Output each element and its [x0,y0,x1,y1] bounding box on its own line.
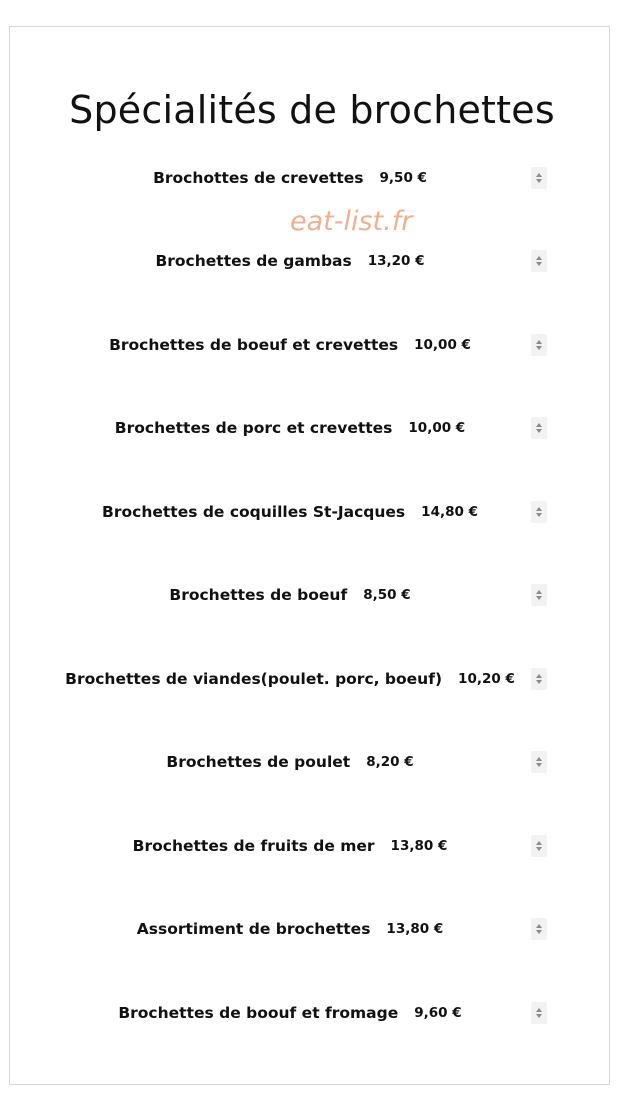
menu-item-price: 10,00 € [414,337,471,353]
menu-item-price: 13,80 € [390,838,448,854]
menu-item-name: Brochettes de boeuf [169,586,348,604]
arrow-down-icon[interactable] [536,847,542,851]
quantity-stepper[interactable] [531,584,547,606]
menu-item-price: 8,50 € [363,587,411,603]
arrow-up-icon[interactable] [536,340,542,344]
quantity-stepper[interactable] [531,167,547,189]
menu-item-name: Brochettes de viandes(poulet. porc, boeuf) [65,670,443,688]
quantity-stepper[interactable] [531,250,547,272]
arrow-down-icon[interactable] [536,346,542,350]
quantity-stepper[interactable] [531,1002,547,1024]
menu-item-name: Brochettes de gambas [155,252,352,270]
menu-item-price: 13,20 € [367,253,425,269]
menu-item [60,249,520,273]
arrow-down-icon[interactable] [536,596,542,600]
arrow-down-icon[interactable] [536,763,542,767]
menu-item-name: Brochottes de crevettes [153,169,364,187]
quantity-stepper[interactable] [531,835,547,857]
arrow-up-icon[interactable] [536,423,542,427]
menu-item [60,333,520,357]
arrow-up-icon[interactable] [536,507,542,511]
menu-item [60,834,520,858]
menu-item [60,750,520,774]
arrow-down-icon[interactable] [536,930,542,934]
arrow-up-icon[interactable] [536,924,542,928]
arrow-down-icon[interactable] [536,429,542,433]
arrow-up-icon[interactable] [536,841,542,845]
arrow-up-icon[interactable] [536,1008,542,1012]
arrow-up-icon[interactable] [536,757,542,761]
quantity-stepper[interactable] [531,918,547,940]
menu-item-name: Brochettes de fruits de mer [132,837,375,855]
menu-item-price: 9,50 € [379,170,427,186]
menu-item [60,1001,520,1025]
menu-item [60,166,520,190]
menu-item [60,917,520,941]
menu-item-price: 14,80 € [421,504,478,520]
menu-item-name: Brochettes de porc et crevettes [114,419,393,437]
arrow-up-icon[interactable] [536,256,542,260]
menu-item [60,500,520,524]
menu-item-price: 13,80 € [386,921,444,937]
menu-item-name: Brochettes de boouf et fromage [118,1004,399,1022]
menu-item-name: Brochettes de coquilles St-Jacques [102,503,406,521]
quantity-stepper[interactable] [531,501,547,523]
menu-item [60,583,520,607]
menu-item-price: 8,20 € [366,754,414,770]
arrow-up-icon[interactable] [536,674,542,678]
menu-item-name: Assortiment de brochettes [136,920,371,938]
menu-item-price: 10,00 € [408,420,466,436]
arrow-up-icon[interactable] [536,173,542,177]
arrow-down-icon[interactable] [536,680,542,684]
quantity-stepper[interactable] [531,751,547,773]
quantity-stepper[interactable] [531,334,547,356]
menu-item-price: 9,60 € [414,1005,462,1021]
menu-item-price: 10,20 € [458,671,515,687]
quantity-stepper[interactable] [531,417,547,439]
menu-item [60,667,520,691]
menu-item-name: Brochettes de boeuf et crevettes [109,336,399,354]
quantity-stepper[interactable] [531,668,547,690]
menu-item [60,416,520,440]
watermark: eat-list.fr [290,206,413,237]
arrow-up-icon[interactable] [536,590,542,594]
menu-item-name: Brochettes de poulet [166,753,351,771]
page-title: Spécialités de brochettes [69,88,555,132]
arrow-down-icon[interactable] [536,262,542,266]
arrow-down-icon[interactable] [536,179,542,183]
arrow-down-icon[interactable] [536,1014,542,1018]
arrow-down-icon[interactable] [536,513,542,517]
